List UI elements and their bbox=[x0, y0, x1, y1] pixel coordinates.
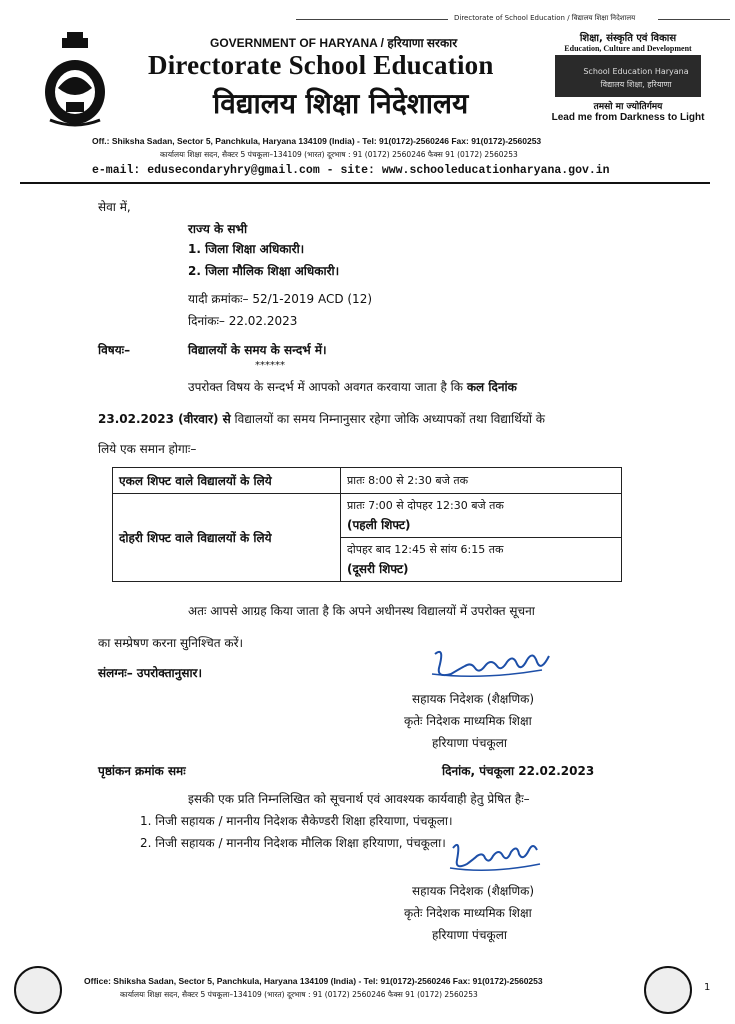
office-address-hi: कार्यालयः शिक्षा सदन, सैक्टर 5 पंचकूला–134109 (भारत) दूरभाष : 91 (0172) 2560246 फैक्स 91 (0172) 2560253 bbox=[160, 150, 518, 159]
body-line-2: 23.02.2023 (वीरवार) से विद्यालयों का समय निम्नानुसार रहेगा जोकि अध्यापकों तथा विद्यार्थियों के bbox=[98, 412, 545, 426]
endorsement-date: दिनांक, पंचकूला 22.02.2023 bbox=[442, 764, 595, 778]
email-site-line: e-mail: edusecondaryhry@gmail.com - site: www.schooleducationharyana.gov.in bbox=[92, 164, 610, 177]
seal-icon bbox=[14, 966, 62, 1014]
subject-separator: ****** bbox=[255, 360, 285, 371]
single-shift-time: प्रातः 8:00 से 2:30 बजे तक bbox=[341, 468, 622, 494]
signature-1-icon bbox=[430, 644, 580, 684]
memo-date: दिनांकः– 22.02.2023 bbox=[188, 314, 298, 328]
designation-6: हरियाणा पंचकूला bbox=[432, 928, 507, 942]
copy-to-line: इसकी एक प्रति निम्नलिखित को सूचनार्थ एवं आवश्यक कार्यवाही हेतु प्रेषित हैः– bbox=[188, 792, 530, 806]
recipient-heading: राज्य के सभी bbox=[188, 222, 248, 236]
government-title: GOVERNMENT OF HARYANA / हरियाणा सरकार bbox=[210, 36, 458, 50]
directorate-title-hi: विद्यालय शिक्षा निदेशालय bbox=[213, 87, 469, 120]
seal-icon bbox=[644, 966, 692, 1014]
subject-text: विद्यालयों के समय के सन्दर्भ में। bbox=[188, 343, 327, 357]
copy-recipient-2: 2. निजी सहायक / माननीय निदेशक मौलिक शिक्षा हरियाणा, पंचकूला। bbox=[140, 836, 446, 850]
double-shift-label: दोहरी शिफ्ट वाले विद्यालयों के लिये bbox=[113, 494, 341, 582]
designation-2: कृतेः निदेशक माध्यमिक शिक्षा bbox=[404, 714, 532, 728]
motto-block: शिक्षा, संस्कृति एवं विकास Education, Culture and Development School Education Haryana विद्यालय शिक्षा, हरियाणा तमसो मा ज्योतिर्गमय Lead me from Darkness to Light bbox=[551, 33, 705, 123]
salutation: सेवा में, bbox=[98, 200, 131, 214]
endorsement-label: पृष्ठांकन क्रमांक समः bbox=[98, 764, 186, 778]
designation-5: कृतेः निदेशक माध्यमिक शिक्षा bbox=[404, 906, 532, 920]
table-row bbox=[113, 494, 622, 538]
enclosure: संलग्नः– उपरोक्तानुसार। bbox=[98, 666, 203, 680]
designation-3: हरियाणा पंचकूला bbox=[432, 736, 507, 750]
recipient-1: 1. जिला शिक्षा अधिकारी। bbox=[188, 242, 305, 256]
copy-recipient-1: 1. निजी सहायक / माननीय निदेशक सैकेण्डरी शिक्षा हरियाणा, पंचकूला। bbox=[140, 814, 453, 828]
timing-table bbox=[112, 467, 622, 582]
body-line-4: अतः आपसे आग्रह किया जाता है कि अपने अधीनस्थ विद्यालयों में उपरोक्त सूचना bbox=[188, 604, 535, 618]
body-line-5: का सम्प्रेषण करना सुनिश्चित करें। bbox=[98, 636, 244, 650]
designation-4: सहायक निदेशक (शैक्षणिक) bbox=[412, 884, 535, 898]
second-shift-cell: दोपहर बाद 12:45 से सांय 6:15 तक (दूसरी शिफ्ट) bbox=[341, 538, 622, 582]
body-line-1: उपरोक्त विषय के सन्दर्भ में आपको अवगत करवाया जाता है कि कल दिनांक bbox=[188, 380, 517, 394]
single-shift-label: एकल शिफ्ट वाले विद्यालयों के लिये bbox=[113, 468, 341, 494]
body-line-3: लिये एक समान होगाः– bbox=[98, 442, 197, 456]
haryana-emblem-icon bbox=[40, 30, 110, 130]
motto-image: School Education Haryana विद्यालय शिक्षा, हरियाणा bbox=[555, 55, 701, 97]
table-row bbox=[113, 468, 622, 494]
footer-address-en: Office: Shiksha Sadan, Sector 5, Panchkula, Haryana 134109 (India) - Tel: 91(0172)-2560246 Fax: 91(0172)-2560253 bbox=[84, 976, 543, 986]
directorate-title-en: Directorate School Education bbox=[148, 50, 494, 80]
office-address-en: Off.: Shiksha Sadan, Sector 5, Panchkula, Haryana 134109 (India) - Tel: 91(0172)-2560246 Fax: 91(0172)-2560253 bbox=[92, 136, 542, 146]
page-number: 1 bbox=[704, 982, 711, 993]
footer-address-hi: कार्यालयः शिक्षा सदन, सैक्टर 5 पंचकूला–134109 (भारत) दूरभाष : 91 (0172) 2560246 फैक्स 91 (0172) 2560253 bbox=[120, 990, 478, 999]
header-divider bbox=[20, 182, 710, 184]
designation-1: सहायक निदेशक (शैक्षणिक) bbox=[412, 692, 535, 706]
top-strip: Directorate of School Education / विद्यालय शिक्षा निदेशालय bbox=[296, 14, 732, 26]
subject-label: विषयः– bbox=[98, 343, 131, 357]
recipient-2: 2. जिला मौलिक शिक्षा अधिकारी। bbox=[188, 264, 340, 278]
first-shift-cell: प्रातः 7:00 से दोपहर 12:30 बजे तक (पहली शिफ्ट) bbox=[341, 494, 622, 538]
memo-number: यादी क्रमांकः– 52/1-2019 ACD (12) bbox=[188, 292, 373, 306]
signature-2-icon bbox=[448, 836, 558, 876]
